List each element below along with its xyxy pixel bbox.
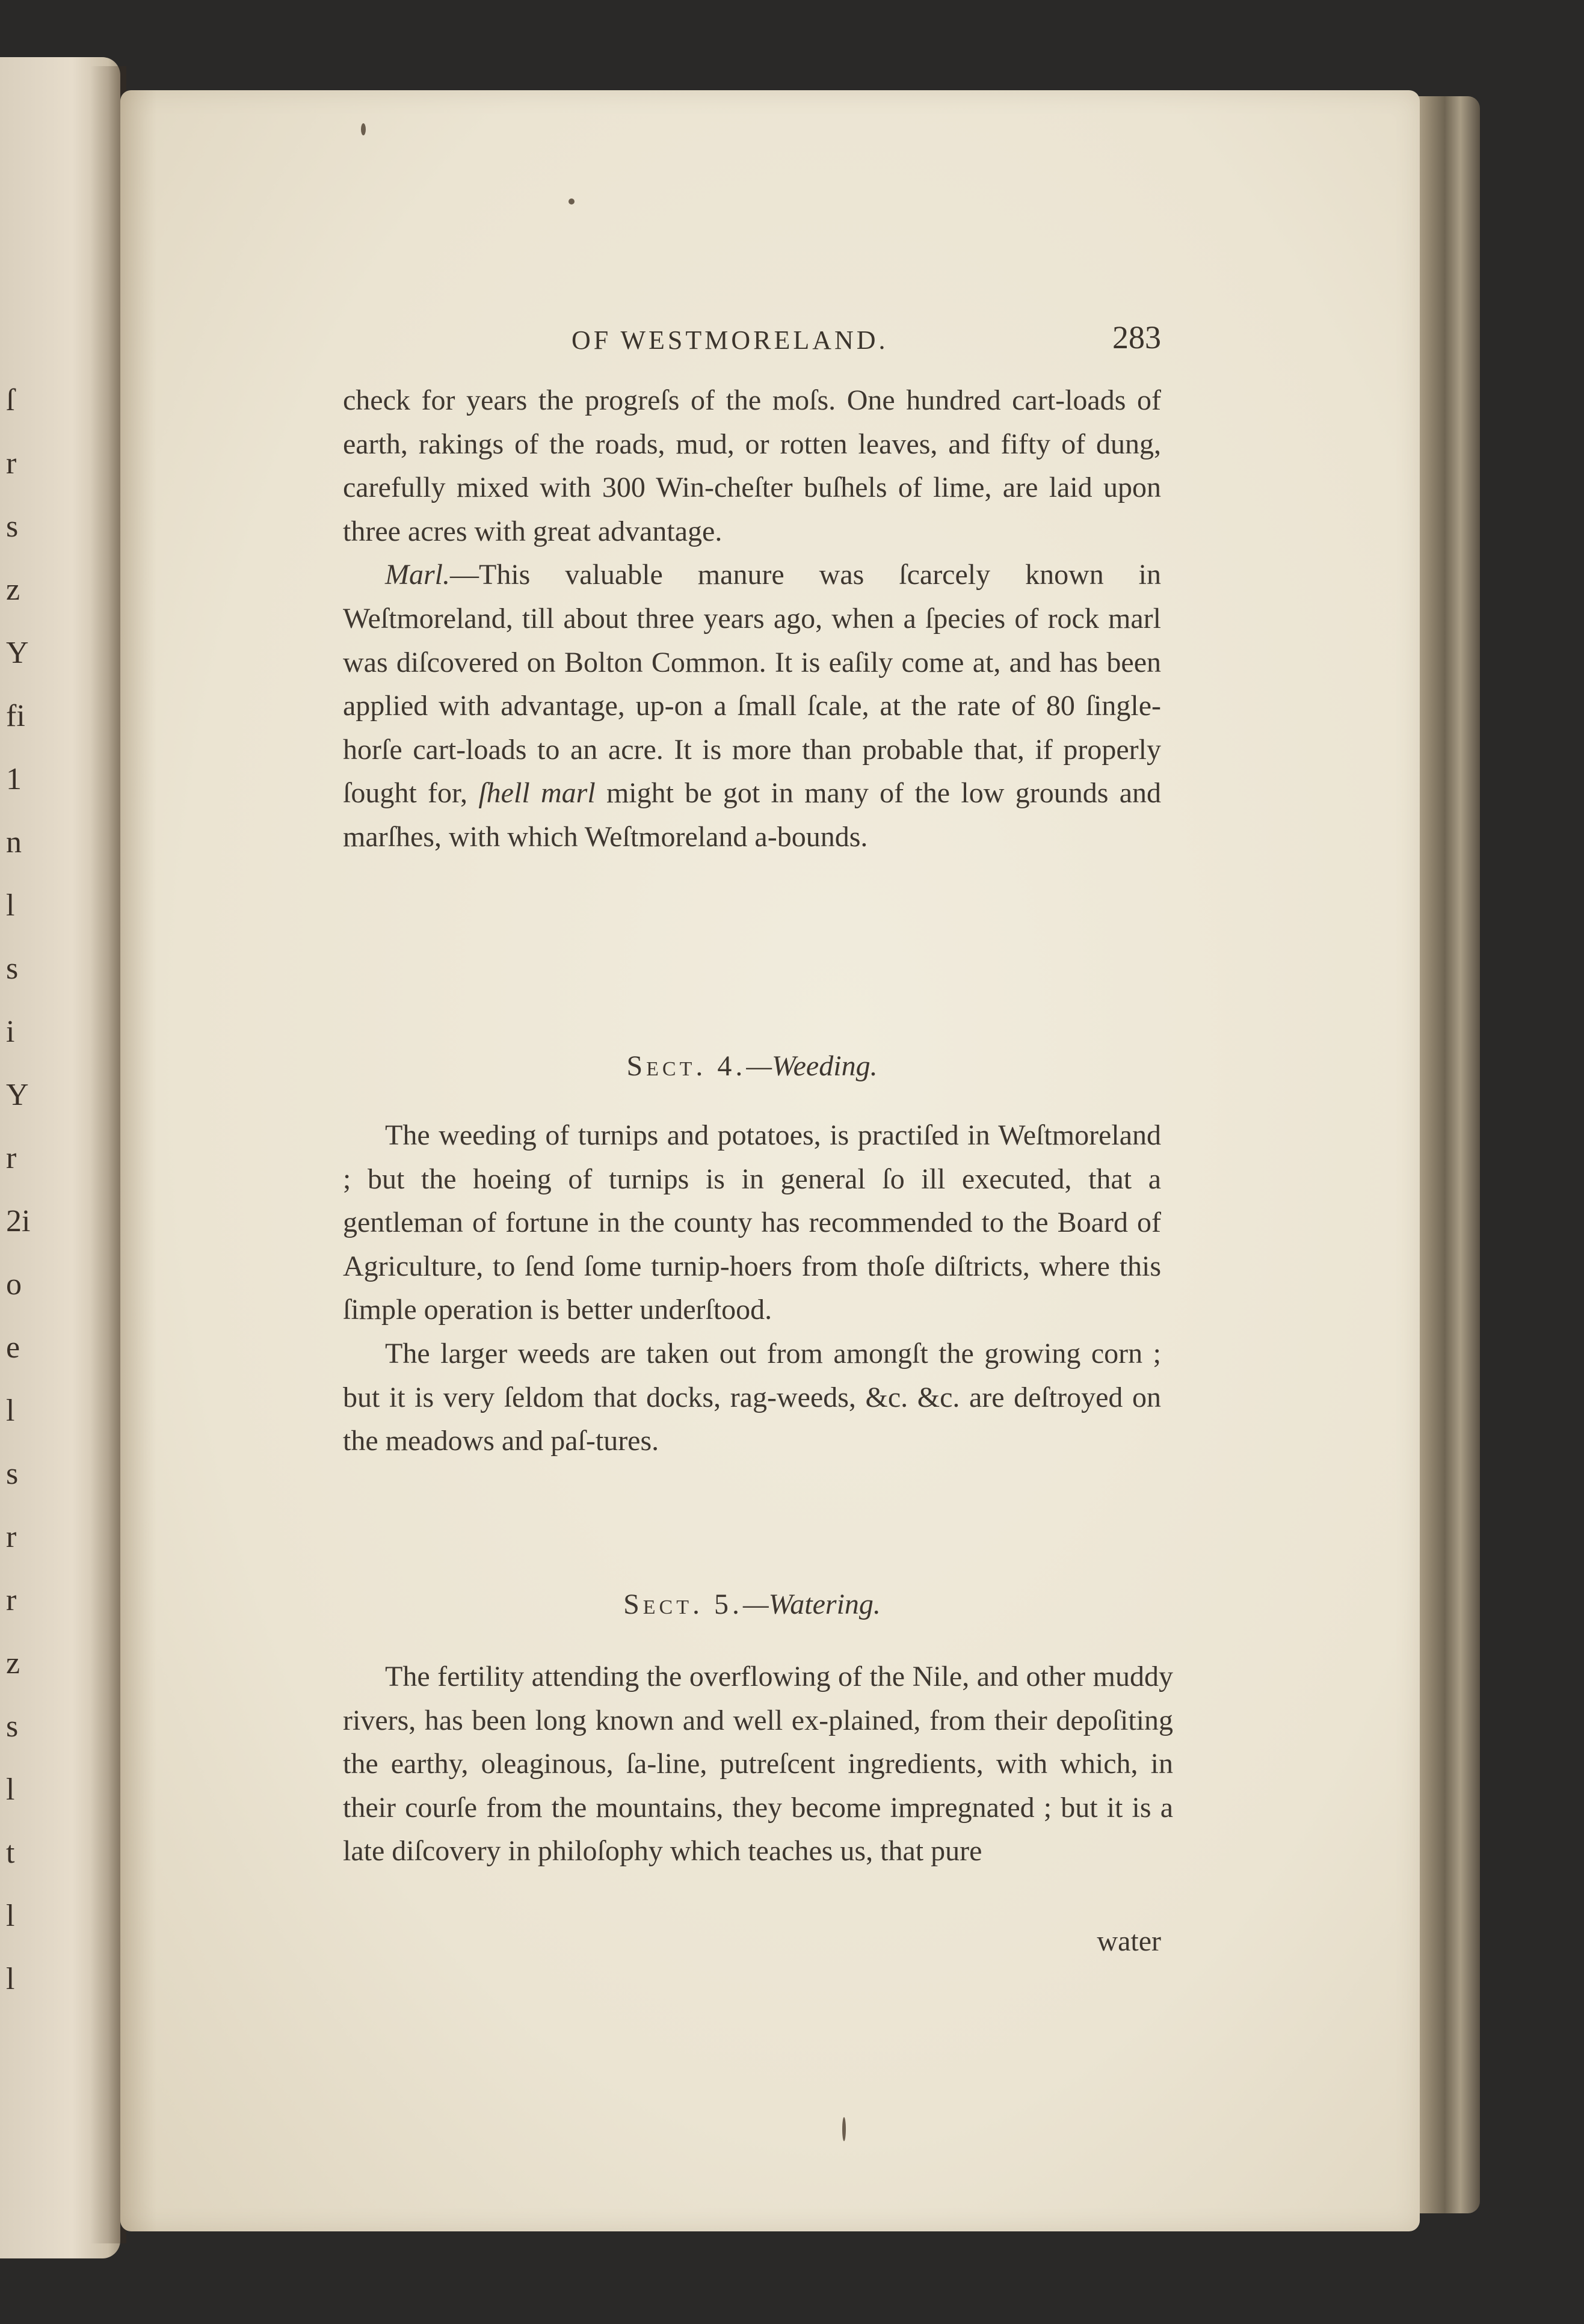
- paragraph-1: check for years the progreſs of the moſs. One hundred cart-loads of earth, rakings of the roads, mud, or rotten leaves, and fifty of dung, carefully mixed with 300 Win-cheſter buſhels of lime, are laid upon three acres with great advantage.: [343, 384, 1161, 547]
- facing-page-letter: l: [6, 1962, 15, 1996]
- paper-speck: [361, 123, 366, 135]
- marl-text: —This valuable manure was ſcarcely known in Weſtmoreland, till about three years ago, when a ſpecies of rock marl was diſcovered on Bolton Common. It is eaſily come at, and has been applied with advantage, up-on a ſmall ſcale, at the rate of 80 ſingle-horſe cart-loads to an acre. It is more than probable that, if properly ſought for,: [343, 559, 1161, 810]
- catchword: water: [1097, 1925, 1161, 1957]
- facing-page-letter: r: [6, 1141, 17, 1175]
- facing-page-letter: r: [6, 1583, 17, 1617]
- paragraph-marl: [343, 553, 1161, 859]
- page-number: 283: [1112, 319, 1161, 355]
- paper-speck: [569, 198, 575, 204]
- section-4-heading: [343, 1050, 1161, 1083]
- section-4-title: —Weeding.: [746, 1050, 878, 1082]
- facing-page-letter: l: [6, 1394, 15, 1428]
- facing-page-letter: l: [6, 1899, 15, 1933]
- facing-page-letter: Y: [6, 636, 29, 670]
- facing-page-letter: t: [6, 1836, 15, 1870]
- marl-end: might be got in many of the low grounds and marſhes, with which Weſtmoreland a-bounds.: [343, 777, 1161, 853]
- facing-page-letter: ſ: [6, 383, 15, 417]
- text-block-top: [343, 379, 1161, 859]
- facing-page-letter: z: [6, 573, 20, 607]
- facing-page-letter: l: [6, 1772, 15, 1807]
- page-header: [343, 313, 1161, 367]
- facing-page-letter: e: [6, 1330, 20, 1365]
- shell-marl: ſhell marl: [478, 777, 596, 810]
- facing-page-letter: Y: [6, 1078, 29, 1112]
- paper-speck: [842, 2117, 846, 2141]
- facing-page-letter: r: [6, 446, 17, 481]
- facing-page-letter: l: [6, 888, 15, 923]
- facing-page-letter: 2i: [6, 1204, 31, 1238]
- running-head: OF WESTMORELAND.: [572, 325, 889, 355]
- section-4-label: Sect. 4.: [626, 1050, 747, 1082]
- facing-page-letter: i: [6, 1015, 15, 1049]
- facing-page-letter: o: [6, 1267, 22, 1302]
- section-5-label: Sect. 5.: [623, 1588, 743, 1620]
- facing-page-letter: r: [6, 1520, 17, 1554]
- section-5-title: —Watering.: [743, 1588, 881, 1620]
- facing-page-letter: 1: [6, 762, 22, 796]
- paragraph-watering: The fertility attending the overflowing of the Nile, and other muddy rivers, has been long known and well ex-plained, from their depoſiting the earthy, oleaginous, ſa-line, putreſcent ingredients, with which, in their courſe from the mountains, they become impregnated ; but it is a late diſcovery in philoſophy which teaches us, that pure: [343, 1661, 1173, 1868]
- facing-page-letter: s: [6, 1457, 19, 1491]
- text-block-weeding: [343, 1114, 1161, 1463]
- facing-page-letter: n: [6, 825, 22, 859]
- facing-page-letter: s: [6, 509, 19, 544]
- section-5-heading: [343, 1588, 1161, 1621]
- facing-page-letter: s: [6, 951, 19, 986]
- facing-page-letter: z: [6, 1646, 20, 1680]
- facing-page-letter: s: [6, 1709, 19, 1744]
- marl-lead: Marl.: [385, 559, 450, 591]
- paragraph-weeding-1: The weeding of turnips and potatoes, is practiſed in Weſtmoreland ; but the hoeing of turnips is in general ſo ill executed, that a gentleman of fortune in the county has recommended to the Board of Agriculture, to ſend ſome turnip-hoers from thoſe diſtricts, where this ſimple operation is better underſtood.: [343, 1119, 1161, 1326]
- page-shadow: [120, 90, 156, 2231]
- facing-page-letter: fi: [6, 699, 25, 733]
- text-block-watering: [343, 1655, 1173, 1874]
- paragraph-weeding-2: The larger weeds are taken out from amongſt the growing corn ; but it is very ſeldom that docks, rag-weeds, &c. &c. are deſtroyed on the meadows and paſ-tures.: [343, 1337, 1161, 1457]
